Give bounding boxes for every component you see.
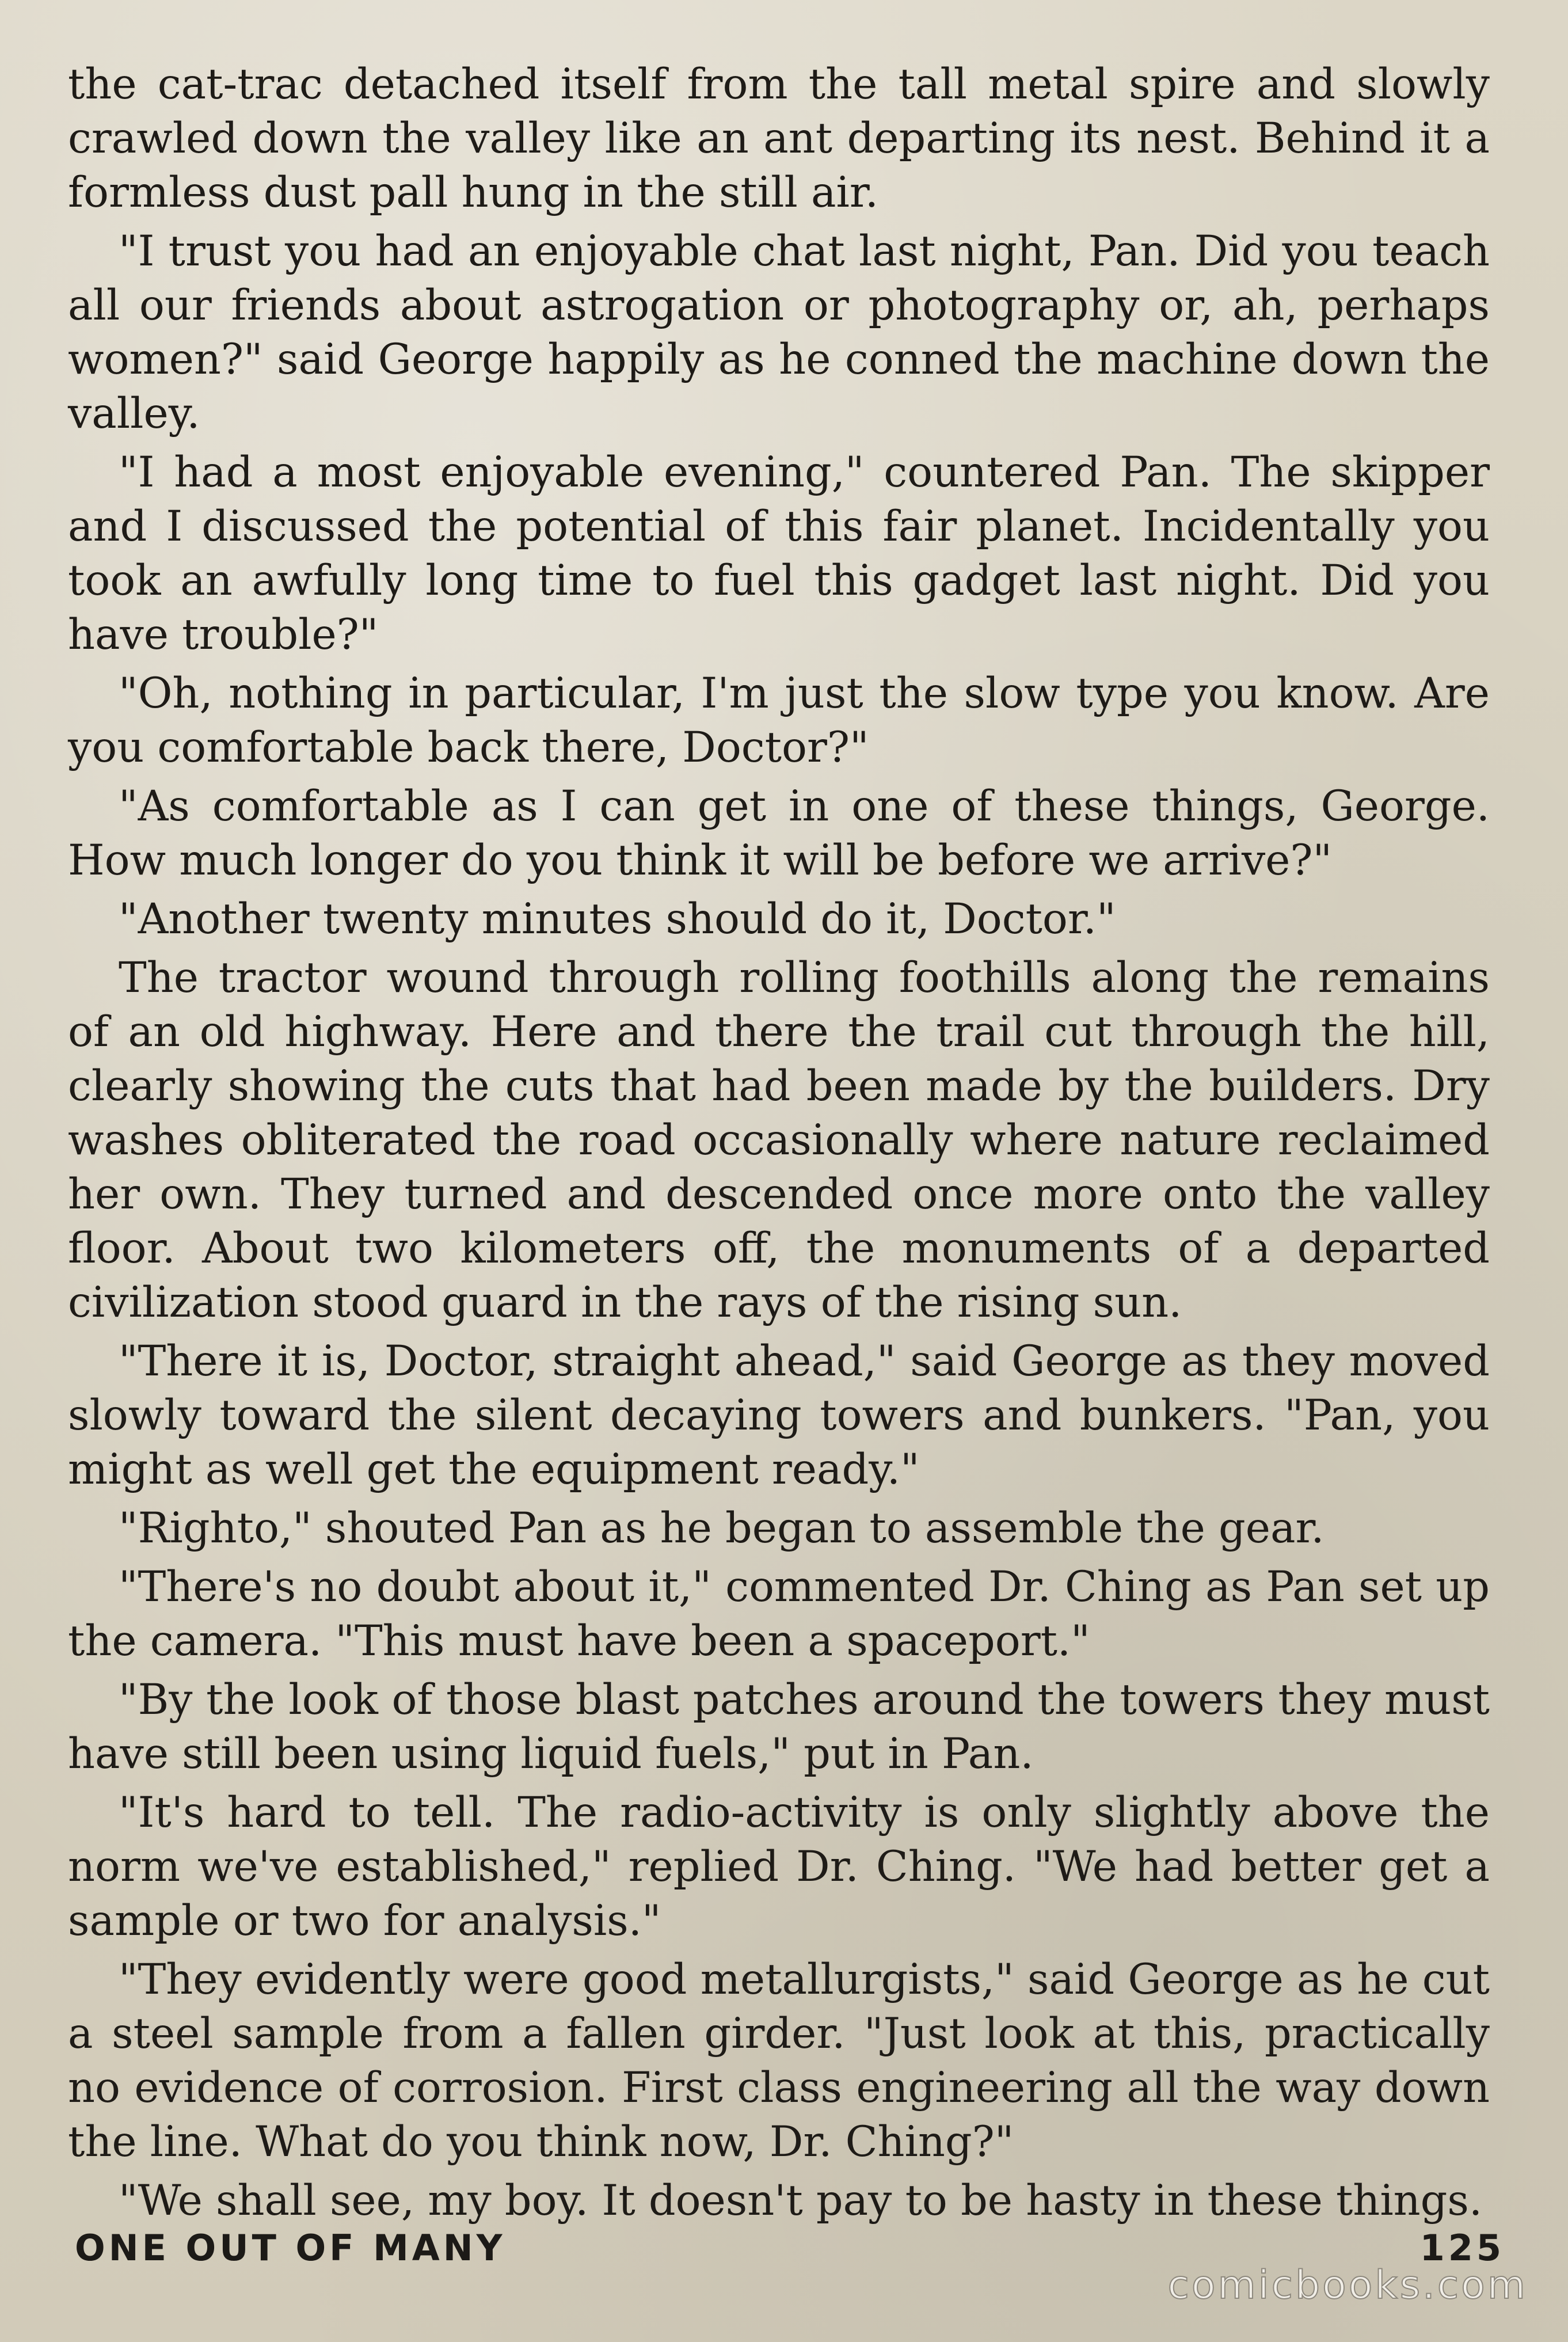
paragraph: "Oh, nothing in particular, I'm just the slow type you know. Are you comfortable back there, Doctor?" [68, 669, 1490, 772]
running-title: ONE OUT OF MANY [75, 2227, 506, 2269]
paragraph: "It's hard to tell. The radio-activity is only slightly above the norm we've established," replied Dr. Ching. "We had better get a sample or two for analysis." [68, 1788, 1490, 1945]
paragraph: the cat-trac detached itself from the tall metal spire and slowly crawled down the valley like an ant departing its nest. Behind it a formless dust pall hung in the still air. [68, 60, 1490, 217]
paragraph: "There it is, Doctor, straight ahead," said George as they moved slowly toward the silent decaying towers and bunkers. "Pan, you might as well get the equipment ready." [68, 1337, 1490, 1494]
paragraph: "There's no doubt about it," commented Dr. Ching as Pan set up the camera. "This must have been a spaceport." [68, 1562, 1490, 1666]
paragraph: "As comfortable as I can get in one of these things, George. How much longer do you think it will be before we arrive?" [68, 782, 1490, 885]
paragraph: "By the look of those blast patches around the towers they must have still been using liquid fuels," put in Pan. [68, 1675, 1490, 1778]
paragraph: "Another twenty minutes should do it, Doctor." [119, 895, 1116, 944]
paragraph: "I trust you had an enjoyable chat last night, Pan. Did you teach all our friends about astrogation or photography or, ah, perhaps women?" said George happily as he conned the machine down the valley. [68, 227, 1490, 438]
watermark: comicbooks.com [1167, 2263, 1528, 2308]
body-text [68, 58, 1490, 2228]
paragraph: "They evidently were good metallurgists," said George as he cut a steel sample from a fallen girder. "Just look at this, practically no evidence of corrosion. First class engineering all the way down the line. What do you think now, Dr. Ching?" [68, 1955, 1490, 2166]
paragraph: "I had a most enjoyable evening," countered Pan. The skipper and I discussed the potential of this fair planet. Incidentally you took an awfully long time to fuel this gadget last night. Did you have trouble?" [68, 448, 1490, 659]
paragraph: The tractor wound through rolling foothills along the remains of an old highway. Here and there the trail cut through the hill, clearly showing the cuts that had been made by the builders. Dry washes obliterated the road occasionally where nature reclaimed her own. They turned and descended once more onto the valley floor. About two kilometers off, the monuments of a departed civilization stood guard in the rays of the rising sun. [68, 953, 1490, 1327]
paragraph: "We shall see, my boy. It doesn't pay to be hasty in these things. [119, 2176, 1483, 2225]
page-number: 125 [1419, 2227, 1505, 2269]
paragraph: "Righto," shouted Pan as he began to assemble the gear. [119, 1504, 1325, 1553]
